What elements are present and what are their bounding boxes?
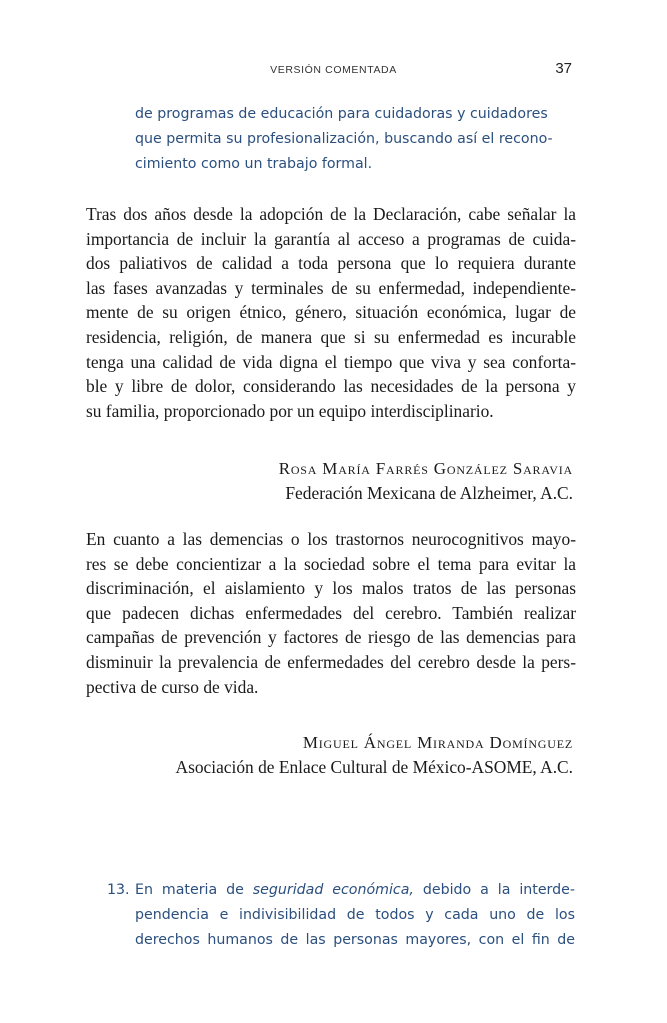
paragraph-line: las fases avanzadas y terminales de su enfermedad, independiente-: [86, 277, 576, 298]
item-line: derechos humanos de las personas mayores, con el fin de: [135, 932, 575, 948]
author-name: Rosa María Farrés González Saravia: [278, 459, 573, 478]
quoted-recommendation-continuation: [135, 102, 575, 177]
item-text: [135, 878, 575, 953]
page-number: 37: [555, 60, 572, 77]
item-emphasis: seguridad económica,: [252, 882, 414, 898]
paragraph-line: pectiva de curso de vida.: [86, 676, 259, 697]
item-line-suffix: debido a la interde-: [413, 882, 575, 898]
paragraph-line: dos paliativos de calidad a toda persona que lo requiera durante: [86, 253, 576, 274]
commentary-paragraph-2: [86, 527, 576, 699]
paragraph-line: importancia de incluir la garantía al acceso a programas de cuida-: [86, 228, 576, 249]
item-line: pendencia e indivisibilidad de todos y cada uno de los: [135, 907, 575, 923]
paragraph-line: En cuanto a las demencias o los trastornos neurocognitivos mayo-: [86, 529, 576, 549]
author-organization: Federación Mexicana de Alzheimer, A.C.: [285, 483, 573, 503]
running-header-title: VERSIÓN COMENTADA: [270, 64, 397, 76]
quote-line: de programas de educación para cuidadoras y cuidadores: [135, 106, 548, 122]
commentary-paragraph-1: [86, 202, 576, 423]
author-organization: Asociación de Enlace Cultural de México-ASOME, A.C.: [175, 757, 573, 777]
paragraph-line: discriminación, el aislamiento y los malos tratos de las personas: [86, 578, 576, 599]
author-name: Miguel Ángel Miranda Domínguez: [302, 733, 573, 752]
quote-line: que permita su profesionalización, buscando así el recono-: [135, 131, 553, 147]
signature-block-2: [176, 730, 573, 780]
paragraph-line: su familia, proporcionado por un equipo interdisciplinario.: [86, 400, 494, 421]
paragraph-line: mente de su origen étnico, género, situación económica, lugar de: [86, 302, 576, 323]
paragraph-line: ble y libre de dolor, considerando las necesidades de la persona y: [86, 376, 576, 397]
paragraph-line: Tras dos años desde la adopción de la Declaración, cabe señalar la: [86, 204, 576, 224]
quote-line: cimiento como un trabajo formal.: [135, 156, 373, 172]
paragraph-line: disminuir la prevalencia de enfermedades del cerebro desde la pers-: [86, 651, 576, 672]
item-number: 13.: [107, 882, 130, 898]
signature-block-1: [279, 456, 573, 506]
paragraph-line: campañas de prevención y factores de riesgo de las demencias para: [86, 627, 576, 648]
paragraph-line: que padecen dichas enfermedades del cerebro. También realizar: [86, 602, 576, 623]
paragraph-line: tenga una calidad de vida digna el tiempo que viva y sea conforta-: [86, 351, 576, 372]
item-line-prefix: En materia de: [135, 882, 253, 898]
paragraph-line: res se debe concientizar a la sociedad sobre el tema para evitar la: [86, 553, 576, 574]
item-line: [135, 878, 575, 903]
paragraph-line: residencia, religión, de manera que si su enfermedad es incurable: [86, 326, 576, 347]
